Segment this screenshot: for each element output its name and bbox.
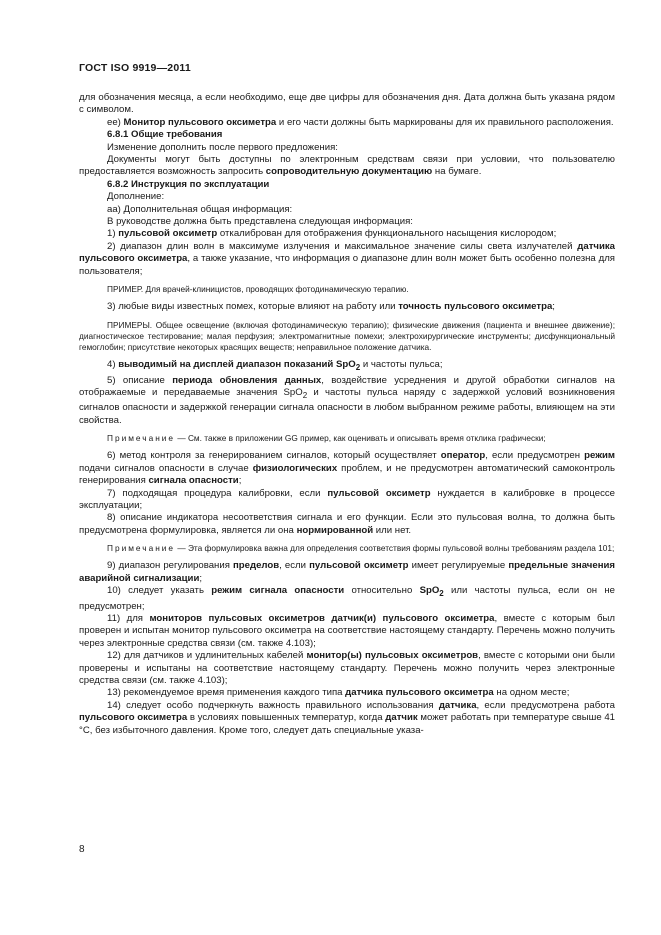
list-item-11: 11) для мониторов пульсовых оксиметров датчик(и) пульсового оксиметра, вместе с которым был проверен и испытан монитор пульсового оксиметра на соответствие настоящему стандарту. Перечень можно получить через электронные средства связи (см. также 4.103); (79, 612, 615, 649)
list-item-8: 8) описание индикатора несоответствия сигнала и его функции. Если это пульсовая волна, то должна быть предусмотрена формулировка, является ли она нормированной или нет. (79, 512, 615, 536)
list-item-10: 10) следует указать режим сигнала опасности относительно SpO$_2$ или частоты пульса, если он не предусмотрен; (79, 585, 615, 612)
example-1: ПРИМЕР. Для врачей-клиницистов, проводящих фотодинамическую терапию. (107, 284, 409, 295)
paragraph: аа) Дополнительная общая информация: (107, 203, 293, 215)
paragraph-item-ee: ее) Монитор пульсового оксиметра и его части должны быть маркированы для их правильного расположения. (107, 116, 614, 128)
section-heading-6-8-2: 6.8.2 Инструкция по эксплуатации (107, 178, 270, 190)
list-item-1: 1) пульсовой оксиметр откалиброван для отображения функционального насыщения кислородом; (107, 228, 557, 240)
page-number: 8 (79, 844, 85, 855)
paragraph: В руководстве должна быть представлена следующая информация: (107, 216, 413, 228)
list-item-9: 9) диапазон регулирования пределов, если пульсовой оксиметр имеет регулируемые предельные значения аварийной сигнализации; (79, 560, 615, 584)
list-item-13: 13) рекомендуемое время применения каждого типа датчика пульсового оксиметра на одном месте; (107, 687, 570, 699)
example-2: ПРИМЕРЫ. Общее освещение (включая фотодинамическую терапию); физические движения (пациента и внешнее движение); диагностическое тестирование; малая перфузия; электромагнитные помехи; электрохирургические инструменты; дисфункциональный гемоглобин; присутствие некоторых красящих веществ; неправильное положение датчика. (79, 319, 615, 353)
page-body (79, 92, 615, 737)
list-item-12: 12) для датчиков и удлинительных кабелей монитор(ы) пульсовых оксиметров, вместе с которыми они были проверены и испытаны на соответствие настоящему стандарту. Перечень можно получить через электронные средства связи (см. также 4.103); (79, 650, 615, 686)
list-item-7: 7) подходящая процедура калибровки, если пульсовой оксиметр нуждается в калибровке в процессе эксплуатации; (79, 487, 616, 511)
list-item-5: 5) описание периода обновления данных, воздействие усреднения и другой обработки сигналов на отображаемые и передаваемые значения SpO$_2$ и частоты пульса наряду с задержкой условий возникновения сигналов опасности и задержкой генерации сигнала опасности в любом выбранном режиме работы, влияющем на эти свойства. (79, 374, 615, 426)
list-item-4: 4) выводимый на дисплей диапазон показаний SpO$_2$ и частоты пульса; (107, 359, 443, 373)
paragraph: Документы могут быть доступны по электронным средствам связи при условии, что пользователю предоставляется возможность запросить сопроводительную документацию на бумаге. (79, 154, 615, 178)
standard-header: ГОСТ ISO 9919—2011 (79, 62, 191, 74)
list-item-6: 6) метод контроля за генерированием сигналов, который осуществляет оператор, если предусмотрен режим подачи сигналов опасности в случае физиологических проблем, и не предусмотрен автоматический самоконтроль генерирования сигнала опасности; (79, 450, 616, 487)
list-item-2: 2) диапазон длин волн в максимуме излучения и максимальное значение силы света излучателей датчика пульсового оксиметра, а также указание, что информация о диапазоне длин волн может быть особенно полезна для пользователя; (79, 240, 616, 277)
paragraph: для обозначения месяца, а если необходимо, еще две цифры для обозначения дня. Дата должна быть указана рядом с символом. (79, 92, 615, 116)
note-1: Примечание — См. также в приложении GG пример, как оценивать и описывать время отклика графически; (107, 433, 546, 444)
paragraph: Изменение дополнить после первого предложения: (107, 141, 338, 153)
list-item-3: 3) любые виды известных помех, которые влияют на работу или точность пульсового оксиметра; (107, 301, 555, 313)
paragraph: Дополнение: (107, 191, 165, 203)
section-heading-6-8-1: 6.8.1 Общие требования (107, 129, 223, 141)
note-2: Примечание — Эта формулировка важна для определения соответствия формы пульсовой волны требованиям раздела 101; (107, 543, 615, 554)
list-item-14: 14) следует особо подчеркнуть важность правильного использования датчика, если предусмотрена работа пульсового оксиметра в условиях повышенных температур, когда датчик может работать при температуре свыше 41 °С, без избыточного давления. Кроме того, следует дать специальные указа- (79, 699, 616, 736)
